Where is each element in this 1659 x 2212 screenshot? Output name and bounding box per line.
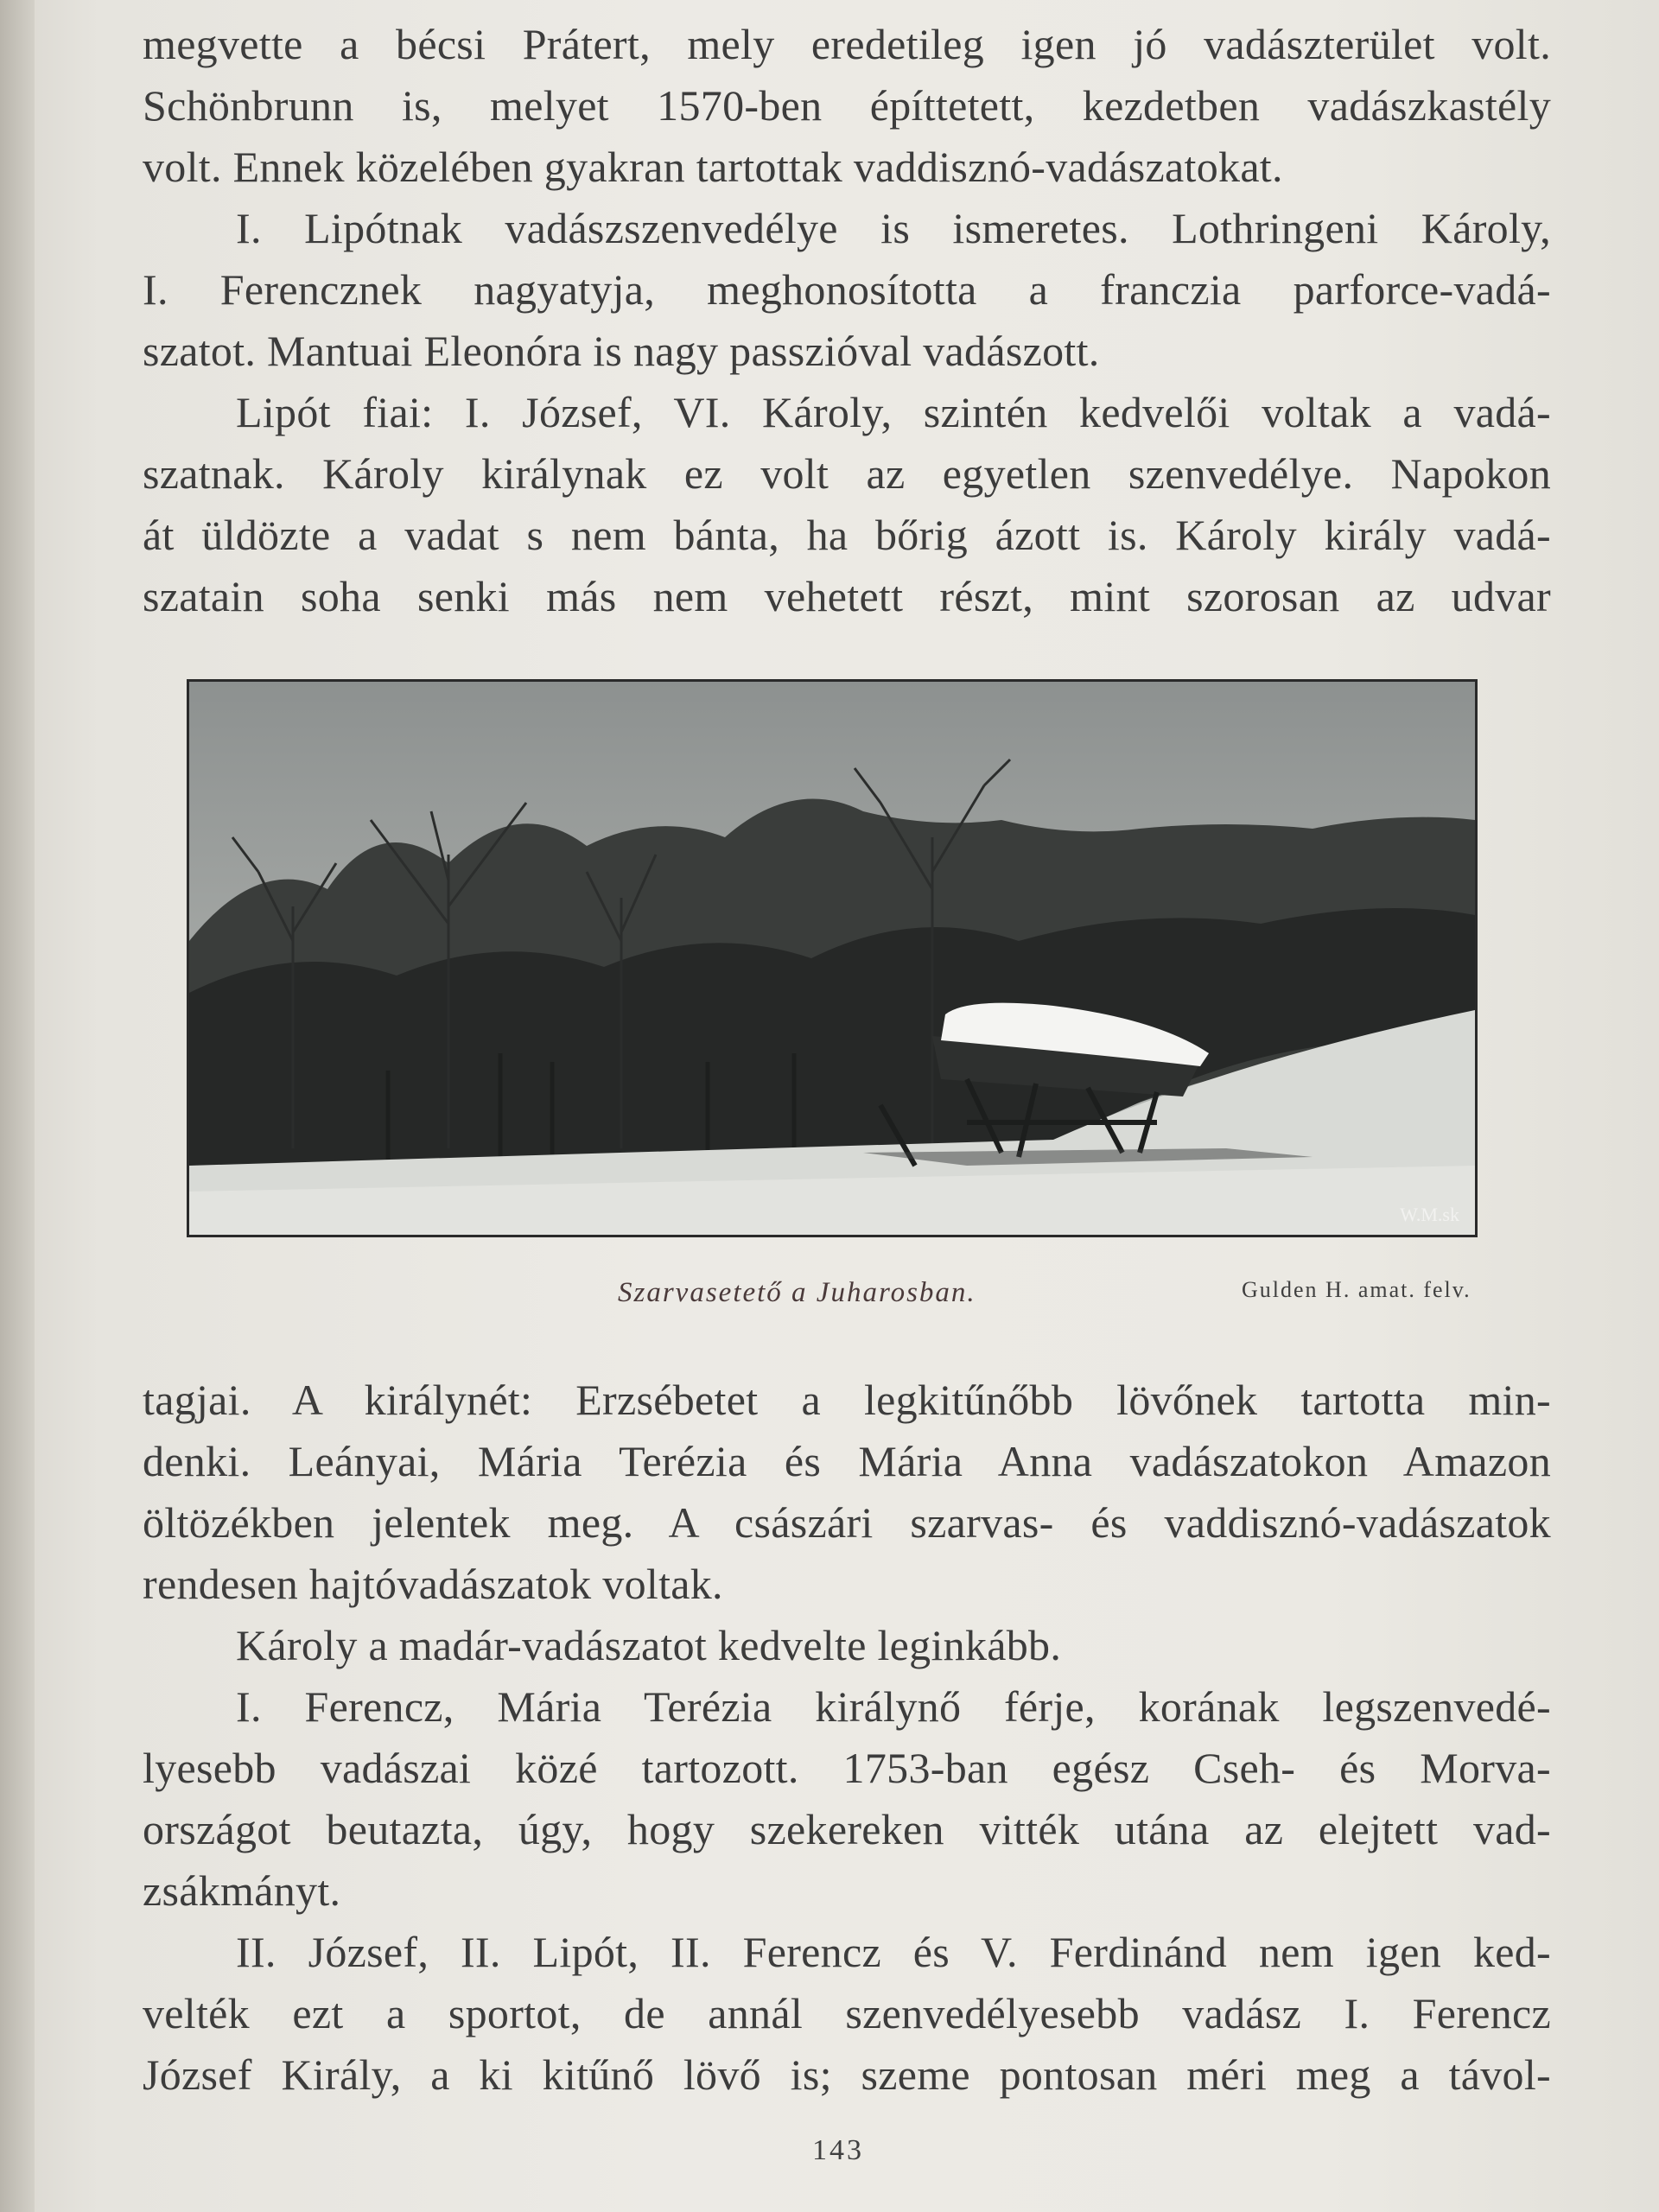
figure-caption: Szarvasetető a Juharosban. [618, 1277, 976, 1308]
text-line: megvette a bécsi Prátert, mely eredetileg igen jó vadászterület volt. [143, 20, 1551, 68]
text-line: lyesebb vadászai közé tartozott. 1753-ban egész Cseh- és Morva- [143, 1744, 1551, 1792]
bottom-paragraph-block [143, 1370, 1551, 2106]
text-line: I. Lipótnak vadászszenvedélye is ismeretes. Lothringeni Károly, [236, 204, 1551, 252]
text-line: I. Ferencznek nagyatyja, meghonosította a franczia parforce-vadá- [143, 265, 1551, 314]
text-line: volt. Ennek közelében gyakran tartottak vaddisznó-vadászatokat. [143, 143, 1283, 191]
text-line: szatnak. Károly királynak ez volt az egyetlen szenvedélye. Napokon [143, 449, 1551, 498]
text-line: I. Ferencz, Mária Terézia királynő férje, korának legszenvedé- [236, 1682, 1551, 1731]
text-line: denki. Leányai, Mária Terézia és Mária Anna vadászatokon Amazon [143, 1437, 1551, 1485]
winter-forest-photo [189, 682, 1475, 1235]
text-line: velték ezt a sportot, de annál szenvedélyesebb vadász I. Ferencz [143, 1989, 1551, 2037]
book-gutter [0, 0, 35, 2212]
text-line: szatain soha senki más nem vehetett részt, mint szorosan az udvar [143, 572, 1551, 620]
photo-credit: Gulden H. amat. felv. [1242, 1277, 1471, 1302]
photo-plate [187, 679, 1478, 1237]
text-line: Lipót fiai: I. József, VI. Károly, szintén kedvelői voltak a vadá- [236, 388, 1551, 436]
text-line: öltözékben jelentek meg. A császári szarvas- és vaddisznó-vadászatok [143, 1498, 1551, 1547]
text-line: szatot. Mantuai Eleonóra is nagy passzióval vadászott. [143, 327, 1100, 375]
text-line: II. József, II. Lipót, II. Ferencz és V. Ferdinánd nem igen ked- [236, 1928, 1551, 1976]
text-line: zsákmányt. [143, 1866, 341, 1915]
text-line: országot beutazta, úgy, hogy szekereken vitték utána az elejtett vad- [143, 1805, 1551, 1853]
page-number: 143 [812, 2134, 864, 2166]
text-line: Károly a madár-vadászatot kedvelte leginkább. [236, 1621, 1062, 1669]
top-paragraph-block [143, 14, 1551, 627]
text-line: rendesen hajtóvadászatok voltak. [143, 1560, 723, 1608]
text-line: Schönbrunn is, melyet 1570-ben építtetett, kezdetben vadászkastély [143, 81, 1551, 130]
text-line: át üldözte a vadat s nem bánta, ha bőrig ázott is. Károly király vadá- [143, 511, 1551, 559]
text-line: József Király, a ki kitűnő lövő is; szeme pontosan méri meg a távol- [143, 2050, 1551, 2099]
text-line: tagjai. A királynét: Erzsébetet a legkitűnőbb lövőnek tartotta min- [143, 1376, 1551, 1424]
engraver-monogram: W.M.sk [1400, 1204, 1459, 1225]
